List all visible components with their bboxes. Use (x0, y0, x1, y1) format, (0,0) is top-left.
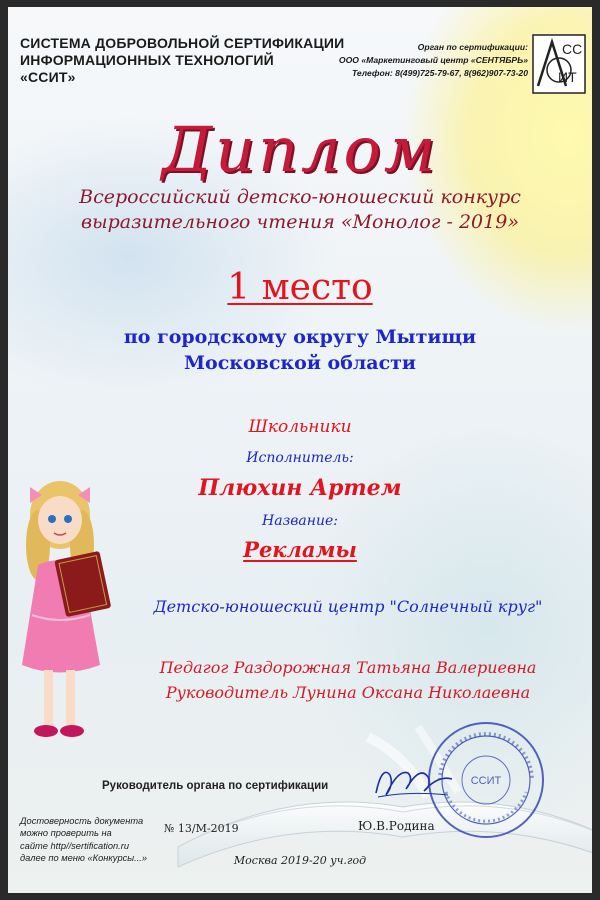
svg-text:ИТ: ИТ (558, 69, 577, 85)
signer-name: Ю.В.Родина (358, 819, 435, 833)
certification-system-title (20, 35, 380, 86)
work-title: Рекламы (243, 537, 357, 562)
performer-label: Исполнитель: (246, 450, 354, 466)
org-line: «ССИТ» (20, 69, 76, 85)
contest-line: выразительного чтения «Монолог - 2019» (81, 211, 519, 233)
verify-line: Достоверность документа (20, 816, 144, 826)
place-award: 1 место (227, 267, 373, 308)
verify-line: сайте http//sertification.ru (20, 840, 130, 851)
region-line: по городскому округу Мытищи (123, 326, 477, 348)
contest-name (8, 185, 592, 235)
supervisor-name: Руководитель Лунина Оксана Николаевна (165, 683, 531, 702)
org-line: ИНФОРМАЦИОННЫХ ТЕХНОЛОГИЙ (20, 52, 274, 68)
institution-name: Детско-юношеский центр "Солнечный круг" (153, 597, 543, 616)
org-line: СИСТЕМА ДОБРОВОЛЬНОЙ СЕРТИФИКАЦИИ (20, 35, 345, 51)
performer-name: Плюхин Артем (198, 475, 402, 501)
work-title-label: Название: (262, 513, 338, 529)
diploma-title: Диплом (161, 113, 439, 186)
certification-head-label: Руководитель органа по сертификации (102, 780, 329, 792)
cert-line: ООО «Маркетинговый центр «СЕНТЯБРЬ» (338, 55, 528, 65)
svg-text:ССИТ: ССИТ (470, 775, 502, 787)
diploma-page (8, 7, 592, 893)
cert-line: Телефон: 8(499)725-79-67, 8(962)907-73-20 (351, 68, 528, 78)
participant-category: Школьники (248, 417, 352, 437)
city-year: Москва 2019-20 уч.год (233, 854, 367, 867)
diploma-number: № 13/М-2019 (164, 822, 239, 835)
verify-line: можно проверить на (20, 828, 112, 839)
round-stamp (426, 720, 546, 840)
ssit-logo (532, 34, 586, 94)
svg-text:СС: СС (562, 41, 583, 57)
teacher-name: Педагог Раздорожная Татьяна Валериевна (159, 658, 537, 677)
region-line: Московской области (183, 352, 417, 374)
cert-line: Орган по сертификации: (417, 42, 528, 52)
region (8, 324, 592, 376)
verify-line: далее по меню «Конкурсы...» (20, 853, 148, 864)
mentors (68, 655, 592, 705)
certification-body-info (328, 41, 528, 80)
contest-line: Всероссийский детско-юношеский конкурс (79, 186, 521, 208)
